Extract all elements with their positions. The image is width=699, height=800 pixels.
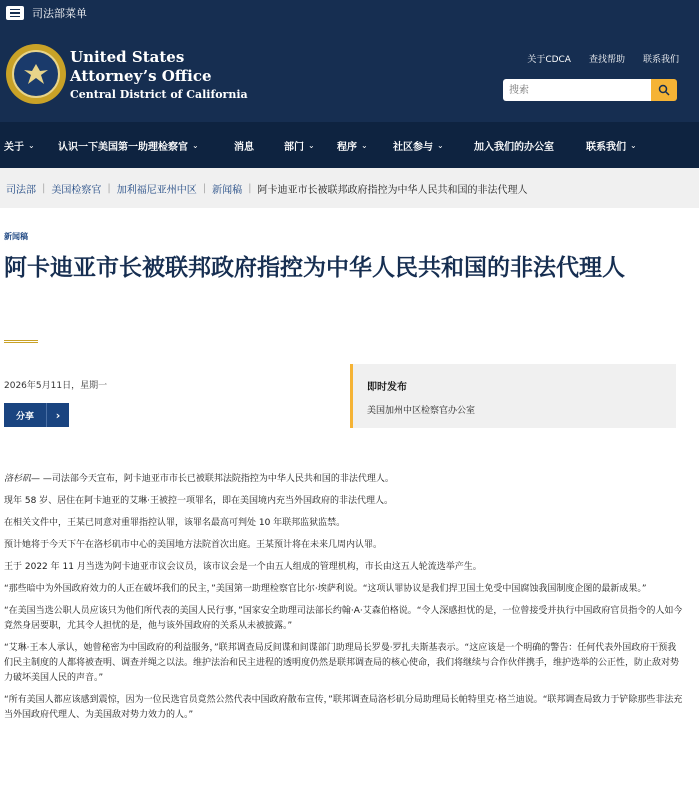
doj-menu-bar[interactable]	[0, 0, 699, 26]
hamburger-icon[interactable]	[6, 6, 24, 20]
nav-about[interactable]	[4, 138, 35, 153]
breadcrumb-separator: |	[248, 182, 252, 194]
share-button[interactable]	[4, 403, 69, 427]
dateline-place: 洛杉矶	[4, 474, 32, 484]
nav-community[interactable]	[393, 138, 444, 153]
publish-date: 2026年5月11日，星期一	[4, 381, 108, 391]
article-paragraph: “所有美国人都应该感到震惊，因为一位民选官员竟然公然代表中国政府散布宣传，”联邦调查局洛杉矶分局助理局长帕特里克·格兰迪说。“联邦调查局致力于铲除那些非法充当外国政府代理人、为美国敌对势力效力的人。”	[4, 695, 683, 720]
nav-join-office-label[interactable]: 加入我们的办公室	[474, 141, 554, 153]
nav-meet-attorney-label[interactable]: 认识一下美国第一助理检察官	[58, 141, 188, 153]
page-title: 阿卡迪亚市长被联邦政府指控为中华人民共和国的非法代理人	[4, 255, 625, 281]
breadcrumb-separator: |	[202, 182, 207, 194]
nav-community-label[interactable]: 社区参与	[393, 141, 433, 153]
doj-menu-label[interactable]: 司法部菜单	[32, 7, 87, 20]
nav-news[interactable]	[234, 138, 254, 153]
eagle-icon	[12, 50, 60, 98]
article-body	[4, 472, 684, 730]
paragraph-text: — —司法部今天宣布，阿卡迪亚市市长已被联邦法院指控为中华人民共和国的非法代理人。	[31, 474, 394, 484]
chevron-down-icon: ⌄	[308, 140, 315, 150]
doj-seal-logo[interactable]	[6, 44, 66, 104]
nav-contact[interactable]	[586, 138, 637, 153]
site-header	[0, 26, 699, 122]
util-link-about[interactable]: 关于CDCA	[527, 55, 571, 65]
share-label[interactable]: 分享	[4, 403, 47, 427]
nav-programs[interactable]	[337, 138, 368, 153]
nav-programs-label[interactable]: 程序	[337, 141, 357, 153]
release-title: 即时发布	[367, 382, 407, 393]
breadcrumb-doj[interactable]: 司法部	[6, 184, 36, 196]
search-input[interactable]	[503, 79, 651, 101]
nav-join-office[interactable]	[474, 138, 554, 153]
title-divider	[4, 340, 38, 343]
breadcrumb-current: 阿卡迪亚市长被联邦政府指控为中华人民共和国的非法代理人	[257, 184, 528, 196]
article-paragraph: “那些暗中为外国政府效力的人正在破坏我们的民主，”美国第一助理检察官比尔·埃萨利说。“这项认罪协议是我们捍卫国土免受中国腐蚀我国制度企图的最新成果。”	[4, 584, 647, 594]
office-subtitle[interactable]: Central District of California	[70, 88, 248, 101]
chevron-right-icon[interactable]: ›	[55, 408, 61, 422]
office-title[interactable]	[70, 48, 212, 86]
nav-divisions-label[interactable]: 部门	[284, 141, 304, 153]
nav-news-label[interactable]: 消息	[234, 141, 254, 153]
breadcrumb-separator: |	[42, 182, 46, 194]
article-paragraph: “艾琳·王本人承认，她曾秘密为中国政府的利益服务，”联邦调查局反间谍和间谍部门助理局长罗曼·罗扎夫斯基表示。“这应该是一个明确的警告：任何代表外国政府干预我们民主制度的人都将被查明、调查并绳之以法。维护法治和民主进程的透明度仍然是联邦调查局的核心使命，我们将继续与合作伙伴携手，维护选举的公正性，防止敌对势力破坏美国人民的声音。”	[4, 643, 680, 683]
breadcrumb-cdca[interactable]: 加利福尼亚州中区	[116, 184, 197, 196]
util-link-contact[interactable]: 联系我们	[642, 55, 679, 65]
nav-meet-attorney[interactable]	[58, 138, 199, 153]
nav-contact-label[interactable]: 联系我们	[586, 141, 626, 153]
release-office: 美国加州中区检察官办公室	[367, 406, 476, 416]
office-title-line1[interactable]: United States	[70, 48, 185, 66]
chevron-down-icon: ⌄	[630, 140, 637, 150]
breadcrumb-press[interactable]: 新闻稿	[212, 184, 243, 196]
breadcrumb-separator: |	[107, 182, 111, 194]
utility-links	[527, 52, 679, 65]
article-paragraph	[4, 472, 684, 487]
article-paragraph: “在美国当选公职人员应该只为他们所代表的美国人民行事，”国家安全助理司法部长约翰·A·艾森伯格说。“令人深感担忧的是，一位曾接受并执行中国政府官员指令的人如今竟然身居要职，尤其令人担忧的是，他与该外国政府的关系从未被披露。”	[4, 606, 683, 631]
article-paragraph: 预计她将于今天下午在洛杉矶市中心的美国地方法院首次出庭。王某预计将在未来几周内认罪。	[4, 540, 383, 550]
article-type-label[interactable]: 新闻稿	[4, 232, 28, 241]
chevron-down-icon: ⌄	[192, 140, 199, 150]
chevron-down-icon: ⌄	[361, 140, 368, 150]
office-title-line2[interactable]: Attorney’s Office	[70, 67, 212, 85]
breadcrumb-usao[interactable]: 美国检察官	[51, 184, 102, 196]
search-icon	[658, 84, 670, 96]
nav-about-label[interactable]: 关于	[4, 141, 24, 153]
article-paragraph: 在相关文件中，王某已同意对重罪指控认罪，该罪名最高可判处 10 年联邦监狱监禁。	[4, 518, 346, 528]
breadcrumb	[0, 168, 699, 208]
search-form	[503, 79, 677, 101]
article-paragraph: 现年 58 岁、居住在阿卡迪亚的艾琳·王被控一项罪名，即在美国境内充当外国政府的非法代理人。	[4, 496, 394, 506]
nav-divisions[interactable]	[284, 138, 315, 153]
main-nav	[0, 122, 699, 168]
chevron-down-icon: ⌄	[28, 140, 35, 150]
search-button[interactable]	[651, 79, 677, 101]
chevron-down-icon: ⌄	[437, 140, 444, 150]
release-info-box	[350, 364, 676, 428]
util-link-help[interactable]: 查找帮助	[588, 55, 625, 65]
article-paragraph: 王于 2022 年 11 月当选为阿卡迪亚市议会议员，该市议会是一个由五人组成的管理机构，市长由这五人轮流选举产生。	[4, 562, 482, 572]
